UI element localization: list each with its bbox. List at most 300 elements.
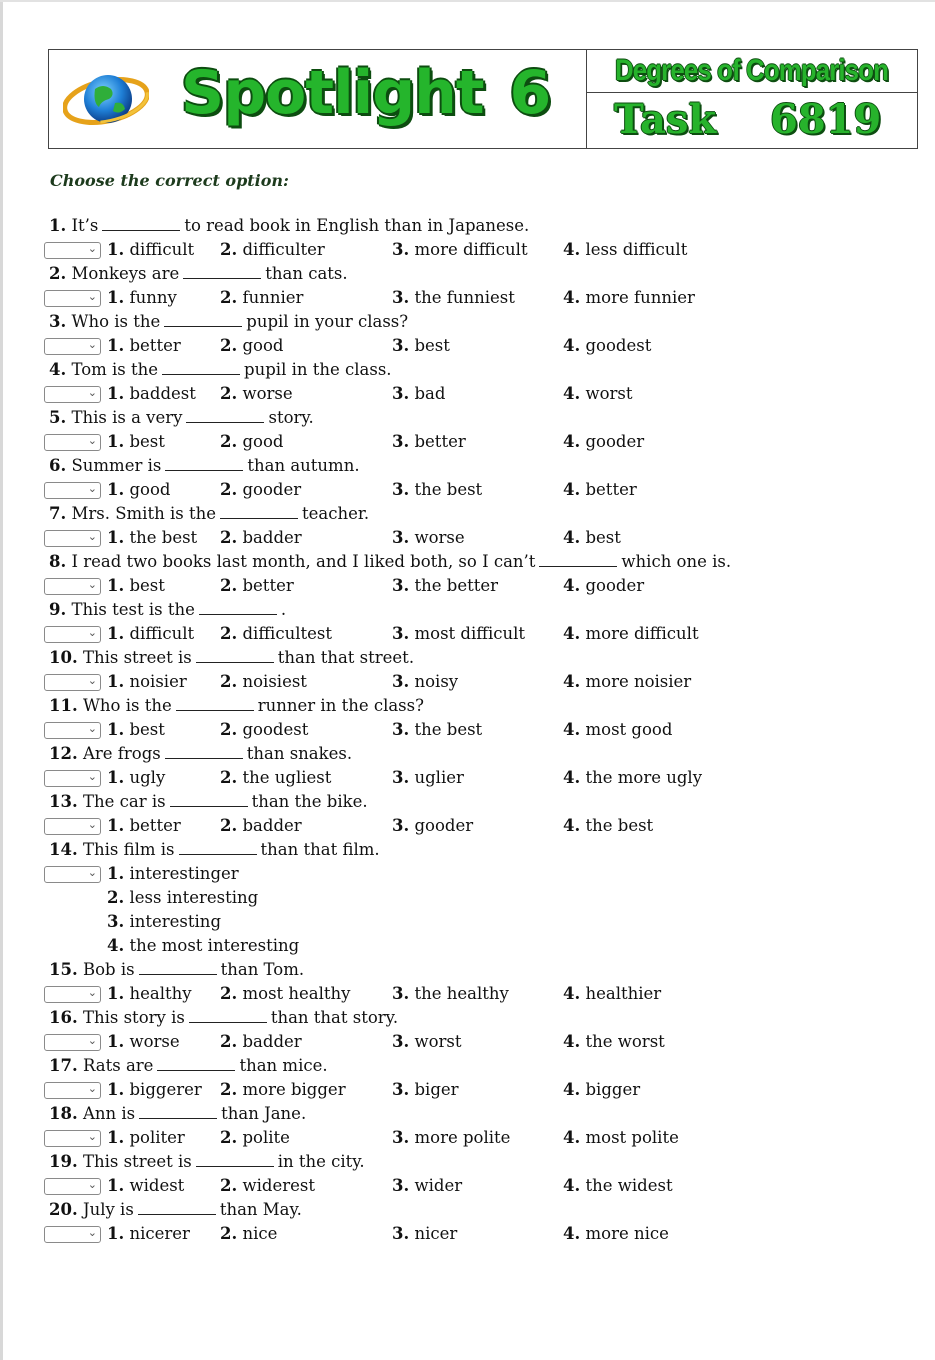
option-number: 2. xyxy=(220,480,238,499)
question-number: 1. xyxy=(49,216,67,235)
question-13 xyxy=(49,792,368,811)
option-3 xyxy=(392,672,458,691)
option-number: 1. xyxy=(107,864,125,883)
question-text-after: than autumn. xyxy=(247,456,360,475)
option-2 xyxy=(220,1080,346,1099)
option-text: the healthy xyxy=(414,984,509,1003)
answer-dropdown[interactable] xyxy=(44,1130,101,1147)
answer-dropdown[interactable] xyxy=(44,242,101,259)
option-3 xyxy=(392,288,515,307)
question-number: 19. xyxy=(49,1152,78,1171)
option-text: more nice xyxy=(585,1224,669,1243)
question-text-before: Tom is the xyxy=(71,360,159,379)
option-text: most good xyxy=(585,720,673,739)
option-text: noisiest xyxy=(242,672,307,691)
answer-dropdown[interactable] xyxy=(44,1178,101,1195)
option-number: 1. xyxy=(107,816,125,835)
option-4 xyxy=(563,624,699,643)
question-text-after: than that film. xyxy=(260,840,380,859)
option-3 xyxy=(392,816,473,835)
option-text: badder xyxy=(242,816,302,835)
option-number: 1. xyxy=(107,1032,125,1051)
option-text: difficulter xyxy=(242,240,325,259)
answer-dropdown[interactable] xyxy=(44,530,101,547)
option-3 xyxy=(392,624,525,643)
answer-blank xyxy=(138,1201,216,1215)
option-text: polite xyxy=(242,1128,290,1147)
option-number: 1. xyxy=(107,984,125,1003)
question-number: 17. xyxy=(49,1056,78,1075)
chevron-down-icon: ⌄ xyxy=(87,1034,97,1047)
option-number: 3. xyxy=(392,288,410,307)
option-number: 3. xyxy=(392,1176,410,1195)
question-number: 18. xyxy=(49,1104,78,1123)
option-4 xyxy=(563,288,695,307)
question-text-after: than mice. xyxy=(239,1056,328,1075)
question-11 xyxy=(49,696,424,715)
answer-blank xyxy=(196,1153,274,1167)
option-4 xyxy=(563,384,633,403)
option-3 xyxy=(392,1224,457,1243)
option-number: 1. xyxy=(107,288,125,307)
option-number: 4. xyxy=(563,288,581,307)
option-text: uglier xyxy=(414,768,464,787)
question-5 xyxy=(49,408,314,427)
option-number: 1. xyxy=(107,720,125,739)
chevron-down-icon: ⌄ xyxy=(87,1082,97,1095)
option-1 xyxy=(107,1176,184,1195)
option-1 xyxy=(107,384,196,403)
option-number: 2. xyxy=(220,1080,238,1099)
option-text: the worst xyxy=(585,1032,665,1051)
option-2 xyxy=(220,816,302,835)
chevron-down-icon: ⌄ xyxy=(87,338,97,351)
answer-blank xyxy=(220,505,298,519)
answer-blank xyxy=(165,457,243,471)
option-text: good xyxy=(129,480,171,499)
answer-row-12 xyxy=(44,768,924,790)
option-text: nicer xyxy=(414,1224,458,1243)
option-number: 4. xyxy=(563,984,581,1003)
option-number: 4. xyxy=(563,336,581,355)
option-number: 1. xyxy=(107,768,125,787)
question-number: 16. xyxy=(49,1008,78,1027)
option-1 xyxy=(107,1032,180,1051)
chevron-down-icon: ⌄ xyxy=(87,1226,97,1239)
chevron-down-icon: ⌄ xyxy=(87,770,97,783)
answer-row-4 xyxy=(44,384,924,406)
question-number: 14. xyxy=(49,840,78,859)
answer-dropdown[interactable] xyxy=(44,722,101,739)
option-text: badder xyxy=(242,1032,302,1051)
answer-dropdown[interactable] xyxy=(44,434,101,451)
option-text: more funnier xyxy=(585,288,695,307)
option-text: best xyxy=(414,336,450,355)
option-text: noisy xyxy=(414,672,459,691)
question-text-after: than Tom. xyxy=(220,960,305,979)
answer-row-6 xyxy=(44,480,924,502)
task-label: Task xyxy=(614,96,717,143)
option-4 xyxy=(563,768,702,787)
answer-dropdown[interactable] xyxy=(44,290,101,307)
option-2 xyxy=(220,1128,290,1147)
option-1 xyxy=(107,672,187,691)
option-3 xyxy=(392,1080,459,1099)
answer-blank xyxy=(157,1057,235,1071)
option-1 xyxy=(107,288,177,307)
option-text: badder xyxy=(242,528,302,547)
question-12 xyxy=(49,744,352,763)
option-text: nice xyxy=(242,1224,278,1243)
answer-dropdown[interactable] xyxy=(44,578,101,595)
question-text-before: Mrs. Smith is the xyxy=(71,504,216,523)
option-text: healthier xyxy=(585,984,662,1003)
option-text: healthy xyxy=(129,984,192,1003)
option-2 xyxy=(220,672,307,691)
answer-dropdown[interactable] xyxy=(44,1034,101,1051)
option-text: interesting xyxy=(129,912,221,931)
option-text: gooder xyxy=(585,432,645,451)
option-number: 1. xyxy=(107,528,125,547)
option-number: 1. xyxy=(107,672,125,691)
question-9 xyxy=(49,600,286,619)
option-number: 4. xyxy=(563,624,581,643)
question-number: 6. xyxy=(49,456,67,475)
answer-blank xyxy=(199,601,277,615)
option-text: interestinger xyxy=(129,864,239,883)
question-text-before: This street is xyxy=(82,648,192,667)
answer-row-7 xyxy=(44,528,924,550)
option-3 xyxy=(392,720,482,739)
option-1 xyxy=(107,768,165,787)
option-2 xyxy=(220,624,332,643)
answer-dropdown[interactable] xyxy=(44,1226,101,1243)
question-number: 11. xyxy=(49,696,78,715)
answer-row-15 xyxy=(44,984,924,1006)
answer-row-3 xyxy=(44,336,924,358)
option-number: 1. xyxy=(107,336,125,355)
question-text-after: story. xyxy=(268,408,314,427)
answer-row-14 xyxy=(44,864,924,955)
option-number: 4. xyxy=(563,1128,581,1147)
option-4 xyxy=(563,432,644,451)
option-text: goodest xyxy=(585,336,652,355)
option-text: baddest xyxy=(129,384,196,403)
chevron-down-icon: ⌄ xyxy=(87,986,97,999)
option-number: 4. xyxy=(563,384,581,403)
option-text: the more ugly xyxy=(585,768,703,787)
option-4 xyxy=(563,528,621,547)
option-number: 4. xyxy=(563,768,581,787)
option-text: the funniest xyxy=(414,288,515,307)
question-text-before: Ann is xyxy=(82,1104,136,1123)
option-number: 4. xyxy=(107,936,125,955)
question-number: 4. xyxy=(49,360,67,379)
option-number: 2. xyxy=(220,768,238,787)
option-number: 3. xyxy=(392,768,410,787)
question-10 xyxy=(49,648,414,667)
answer-row-19 xyxy=(44,1176,924,1198)
option-text: better xyxy=(414,432,466,451)
question-number: 8. xyxy=(49,552,67,571)
option-text: widerest xyxy=(242,1176,315,1195)
instruction: Choose the correct option: xyxy=(50,171,289,190)
option-text: worse xyxy=(129,1032,180,1051)
option-1 xyxy=(107,1080,202,1099)
question-18 xyxy=(49,1104,306,1123)
option-4 xyxy=(107,936,299,955)
option-number: 1. xyxy=(107,1224,125,1243)
question-19 xyxy=(49,1152,365,1171)
answer-row-2 xyxy=(44,288,924,310)
option-text: the most interesting xyxy=(129,936,300,955)
option-text: difficult xyxy=(129,624,195,643)
option-text: better xyxy=(585,480,637,499)
option-3 xyxy=(392,768,464,787)
option-number: 4. xyxy=(563,1032,581,1051)
option-1 xyxy=(107,432,165,451)
answer-dropdown[interactable] xyxy=(44,818,101,835)
answer-row-9 xyxy=(44,624,924,646)
option-number: 2. xyxy=(220,288,238,307)
option-text: good xyxy=(242,432,284,451)
option-number: 2. xyxy=(220,336,238,355)
option-text: more difficult xyxy=(414,240,528,259)
option-4 xyxy=(563,1032,665,1051)
option-number: 1. xyxy=(107,480,125,499)
option-4 xyxy=(563,480,637,499)
option-text: better xyxy=(242,576,294,595)
option-text: worse xyxy=(414,528,465,547)
question-text-after: than May. xyxy=(219,1200,302,1219)
option-number: 1. xyxy=(107,624,125,643)
option-2 xyxy=(220,1224,277,1243)
option-number: 2. xyxy=(220,1128,238,1147)
answer-row-18 xyxy=(44,1128,924,1150)
option-1 xyxy=(107,480,170,499)
option-number: 4. xyxy=(563,1176,581,1195)
option-number: 3. xyxy=(392,384,410,403)
chevron-down-icon: ⌄ xyxy=(87,530,97,543)
option-2 xyxy=(220,384,293,403)
answer-row-10 xyxy=(44,672,924,694)
option-number: 1. xyxy=(107,432,125,451)
option-text: more bigger xyxy=(242,1080,346,1099)
chevron-down-icon: ⌄ xyxy=(87,386,97,399)
option-4 xyxy=(563,1224,669,1243)
option-1 xyxy=(107,1128,185,1147)
option-4 xyxy=(563,816,653,835)
option-text: wider xyxy=(414,1176,463,1195)
option-number: 3. xyxy=(392,720,410,739)
option-text: ugly xyxy=(129,768,166,787)
question-20 xyxy=(49,1200,302,1219)
answer-row-20 xyxy=(44,1224,924,1246)
option-3 xyxy=(392,480,482,499)
answer-blank xyxy=(196,649,274,663)
option-4 xyxy=(563,984,661,1003)
option-4 xyxy=(563,720,672,739)
option-3 xyxy=(392,576,498,595)
question-text-before: Summer is xyxy=(71,456,162,475)
option-text: goodest xyxy=(242,720,309,739)
question-16 xyxy=(49,1008,398,1027)
option-number: 4. xyxy=(563,1224,581,1243)
question-text-after: than Jane. xyxy=(221,1104,307,1123)
answer-dropdown[interactable] xyxy=(44,770,101,787)
option-3 xyxy=(392,528,465,547)
option-number: 1. xyxy=(107,384,125,403)
chevron-down-icon: ⌄ xyxy=(87,1130,97,1143)
option-text: gooder xyxy=(242,480,302,499)
chevron-down-icon: ⌄ xyxy=(87,722,97,735)
option-text: worst xyxy=(414,1032,462,1051)
question-text-before: This is a very xyxy=(71,408,183,427)
question-text-before: This street is xyxy=(82,1152,192,1171)
option-4 xyxy=(563,1128,679,1147)
option-2 xyxy=(220,768,331,787)
option-number: 4. xyxy=(563,480,581,499)
answer-row-17 xyxy=(44,1080,924,1102)
answer-row-11 xyxy=(44,720,924,742)
option-text: the best xyxy=(585,816,654,835)
option-text: better xyxy=(129,816,181,835)
option-text: best xyxy=(129,720,165,739)
option-number: 3. xyxy=(392,816,410,835)
chevron-down-icon: ⌄ xyxy=(87,242,97,255)
question-14 xyxy=(49,840,380,859)
task-number: 6819 xyxy=(770,96,882,143)
answer-dropdown[interactable] xyxy=(44,386,101,403)
answer-row-1 xyxy=(44,240,924,262)
option-text: worse xyxy=(242,384,293,403)
option-number: 4. xyxy=(563,432,581,451)
option-number: 4. xyxy=(563,672,581,691)
question-text-before: Rats are xyxy=(82,1056,154,1075)
chevron-down-icon: ⌄ xyxy=(87,866,97,879)
question-text-before: This film is xyxy=(82,840,175,859)
option-number: 3. xyxy=(392,240,410,259)
chevron-down-icon: ⌄ xyxy=(87,818,97,831)
option-number: 4. xyxy=(563,816,581,835)
option-number: 3. xyxy=(392,1128,410,1147)
option-number: 1. xyxy=(107,1080,125,1099)
option-number: 2. xyxy=(220,984,238,1003)
option-4 xyxy=(563,576,644,595)
option-number: 2. xyxy=(107,888,125,907)
option-text: best xyxy=(129,576,165,595)
option-number: 4. xyxy=(563,576,581,595)
option-text: the ugliest xyxy=(242,768,332,787)
option-text: the best xyxy=(414,480,483,499)
question-text-after: runner in the class? xyxy=(257,696,424,715)
option-number: 2. xyxy=(220,1224,238,1243)
chevron-down-icon: ⌄ xyxy=(87,434,97,447)
option-1 xyxy=(107,816,181,835)
question-text-before: This test is the xyxy=(71,600,195,619)
option-number: 1. xyxy=(107,1128,125,1147)
option-number: 2. xyxy=(220,672,238,691)
option-3 xyxy=(392,384,445,403)
answer-row-5 xyxy=(44,432,924,454)
option-number: 2. xyxy=(220,720,238,739)
question-text-after: than cats. xyxy=(265,264,348,283)
option-text: best xyxy=(129,432,165,451)
option-2 xyxy=(220,528,302,547)
option-number: 1. xyxy=(107,576,125,595)
option-text: the widest xyxy=(585,1176,673,1195)
answer-dropdown[interactable] xyxy=(44,626,101,643)
answer-dropdown[interactable] xyxy=(44,674,101,691)
option-number: 3. xyxy=(392,336,410,355)
question-text-after: than that street. xyxy=(277,648,415,667)
chevron-down-icon: ⌄ xyxy=(87,1178,97,1191)
option-text: bad xyxy=(414,384,446,403)
question-number: 3. xyxy=(49,312,67,331)
worksheet-title: Degrees of Comparison xyxy=(615,54,888,87)
question-number: 2. xyxy=(49,264,67,283)
option-number: 3. xyxy=(392,432,410,451)
option-number: 4. xyxy=(563,720,581,739)
option-text: less difficult xyxy=(585,240,688,259)
answer-dropdown[interactable] xyxy=(44,338,101,355)
option-2 xyxy=(220,1032,302,1051)
option-text: most difficult xyxy=(414,624,526,643)
option-text: best xyxy=(585,528,621,547)
answer-dropdown[interactable] xyxy=(44,482,101,499)
option-2 xyxy=(220,720,308,739)
answer-dropdown[interactable] xyxy=(44,986,101,1003)
question-text-before: July is xyxy=(82,1200,134,1219)
option-number: 2. xyxy=(220,432,238,451)
option-number: 2. xyxy=(220,528,238,547)
option-2 xyxy=(220,432,283,451)
answer-blank xyxy=(539,553,617,567)
option-text: funny xyxy=(129,288,177,307)
option-4 xyxy=(563,240,687,259)
option-text: good xyxy=(242,336,284,355)
option-1 xyxy=(107,624,194,643)
option-4 xyxy=(563,336,651,355)
answer-blank xyxy=(176,697,254,711)
answer-blank xyxy=(183,265,261,279)
question-text-after: than snakes. xyxy=(246,744,353,763)
chevron-down-icon: ⌄ xyxy=(87,482,97,495)
option-1 xyxy=(107,984,192,1003)
title-cell xyxy=(586,50,917,148)
option-2 xyxy=(220,288,303,307)
option-number: 4. xyxy=(563,240,581,259)
option-3 xyxy=(107,912,221,931)
option-4 xyxy=(563,672,691,691)
option-3 xyxy=(392,1176,462,1195)
option-1 xyxy=(107,528,197,547)
option-number: 3. xyxy=(107,912,125,931)
option-text: difficultest xyxy=(242,624,332,643)
answer-row-16 xyxy=(44,1032,924,1054)
question-text-before: Are frogs xyxy=(82,744,161,763)
question-6 xyxy=(49,456,360,475)
question-text-after: in the city. xyxy=(277,1152,365,1171)
question-text-before: The car is xyxy=(82,792,166,811)
option-3 xyxy=(392,336,450,355)
option-1 xyxy=(107,1224,190,1243)
option-number: 2. xyxy=(220,1176,238,1195)
answer-dropdown[interactable] xyxy=(44,1082,101,1099)
chevron-down-icon: ⌄ xyxy=(87,578,97,591)
globe-icon xyxy=(63,67,149,131)
answer-dropdown[interactable] xyxy=(44,866,101,883)
